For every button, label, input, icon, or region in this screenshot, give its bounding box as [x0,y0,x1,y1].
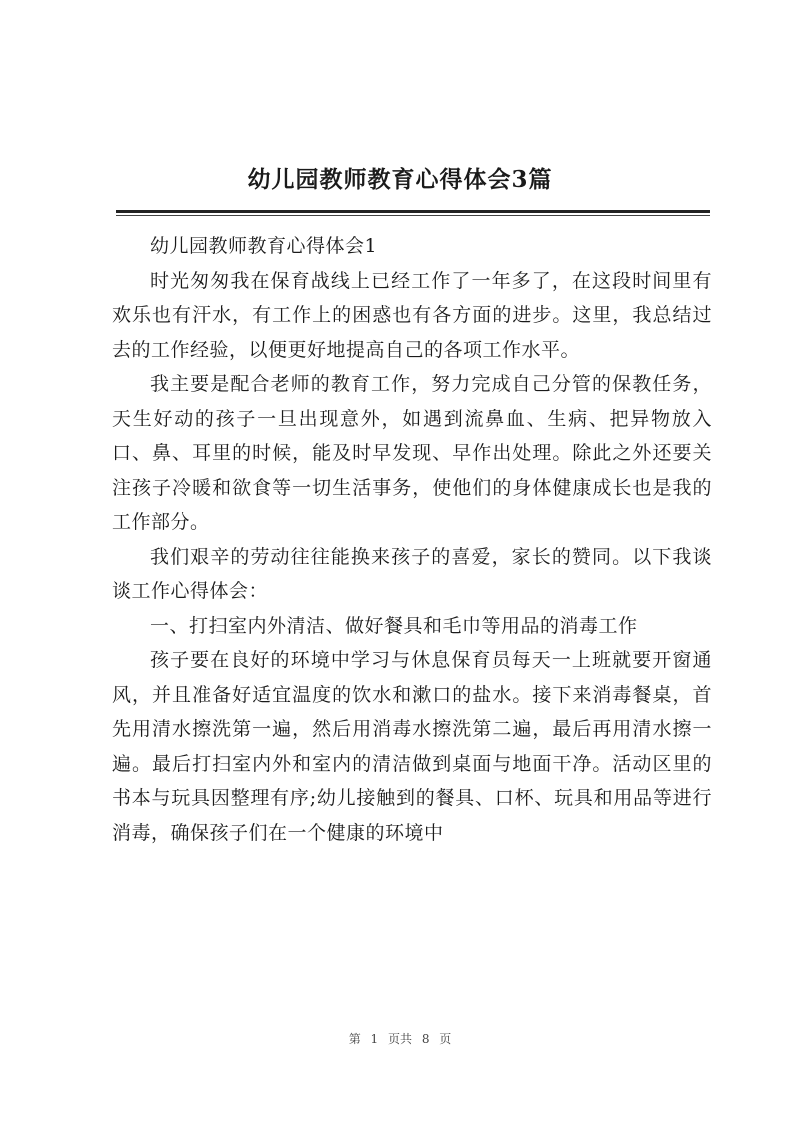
document-body [112,229,712,850]
title-divider-thin [116,215,710,216]
page-footer: 第 1 页共 8 页 [348,1032,452,1046]
paragraph: 我主要是配合老师的教育工作，努力完成自己分管的保教任务，天生好动的孩子一旦出现意外，如遇到流鼻血、生病、把异物放入口、鼻、耳里的时候，能及时早发现、早作出处理。除此之外还要关注孩子冷暖和欲食等一切生活事务，使他们的身体健康成长也是我的工作部分。 [112,373,712,533]
title-divider-thick [116,210,710,213]
paragraph: 孩子要在良好的环境中学习与休息保育员每天一上班就要开窗通风，并且准备好适宜温度的饮水和漱口的盐水。接下来消毒餐桌，首先用清水擦洗第一遍，然后用消毒水擦洗第二遍，最后再用清水擦一遍。最后打扫室内外和室内的清洁做到桌面与地面干净。活动区里的书本与玩具因整理有序;幼儿接触到的餐具、口杯、玩具和用品等进行消毒，确保孩子们在一个健康的环境中 [112,649,712,844]
subsection-heading: 一、打扫室内外清洁、做好餐具和毛巾等用品的消毒工作 [150,614,638,637]
document-title: 幼儿园教师教育心得体会3篇 [247,166,553,193]
section-heading: 幼儿园教师教育心得体会1 [150,235,378,257]
paragraph: 时光匆匆我在保育战线上已经工作了一年多了，在这段时间里有欢乐也有汗水，有工作上的困惑也有各方面的进步。这里，我总结过去的工作经验，以便更好地提高自己的各项工作水平。 [112,269,712,361]
paragraph: 我们艰辛的劳动往往能换来孩子的喜爱，家长的赞同。以下我谈谈工作心得体会： [112,545,712,602]
